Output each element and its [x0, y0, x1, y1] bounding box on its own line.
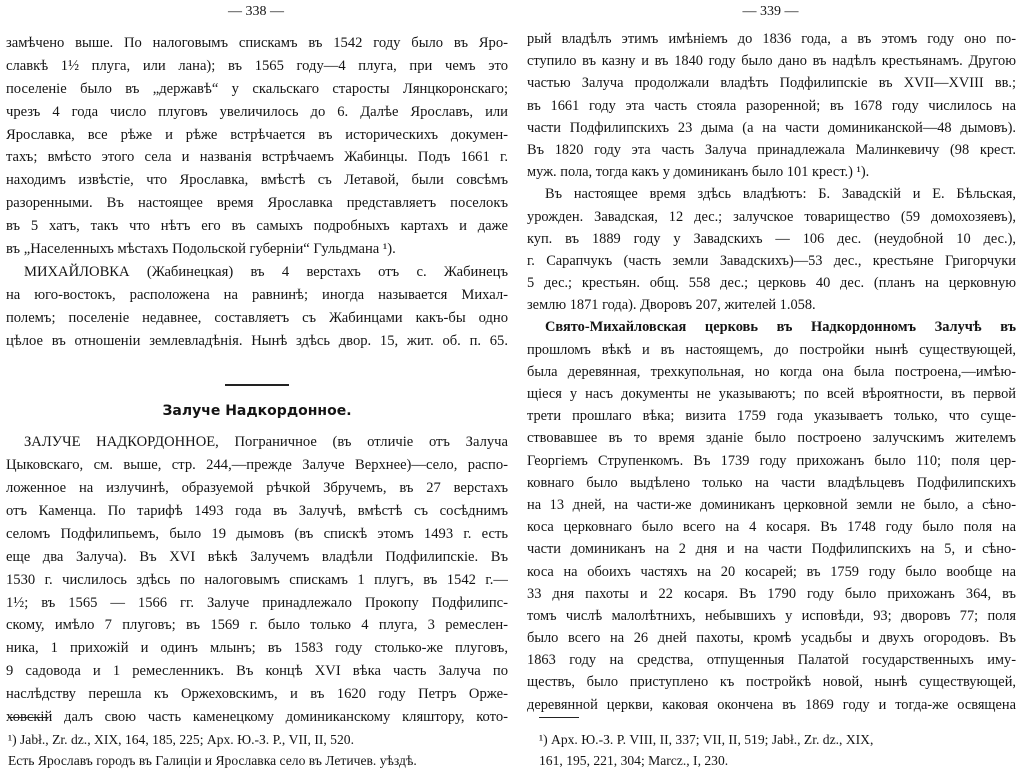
text-line: на юго-востокъ, расположена на равнинѣ; иногда называется Михал-: [6, 286, 508, 303]
text-line: ковнаго было выдѣлено только на части владѣльцевъ Подфилипскихъ: [527, 474, 1016, 491]
text-line: Георгіемъ Струпенкомъ. Въ 1739 году прихожанъ было 110; поля цер-: [527, 452, 1016, 469]
text-line: было всего на 26 дней пахоты, кромѣ усадьбы и двухъ огородовъ. Въ: [527, 630, 1016, 647]
text-line: рый владѣлъ этимъ имѣніемъ до 1836 года, а въ этомъ году оно по-: [527, 31, 1016, 47]
text-line: урожден. Завадская, 12 дес.; залучское товарищество (59 домохозяевъ),: [527, 208, 1016, 225]
text-line: деревянной церкви, каковая окончена въ 1869 году и тогда-же освящена: [527, 696, 1016, 713]
text-line: Свято-Михайловская церковь въ Надкордонномъ Залучѣ въ: [545, 319, 1016, 336]
text-line: муж. пола, тогда какъ у доминиканъ было 101 крест.) ¹).: [527, 164, 870, 181]
text-line: ложенное на излучинѣ, образуемой рѣчкой Збручемъ, въ 27 верстахъ: [6, 480, 508, 497]
text-line: Ярославка, все рѣже и рѣже встрѣчается въ историческихъ докумен-: [6, 126, 508, 143]
text-line: наслѣдству перешла къ Оржеховскимъ, и въ 1620 году Петръ Орже-: [6, 686, 508, 703]
text-line: полемъ; поселеніе недавнее, составляетъ съ Жабинцами какъ-бы одно: [6, 309, 508, 326]
text-line: въ 1661 году эта часть стояла разоренной; въ 1678 году числилось на: [527, 97, 1016, 114]
text-line: тахъ; вмѣсто этого села и названія встрѣчаемъ Жабинцы. Подъ 1661 г.: [6, 149, 508, 166]
text-line: прошломъ вѣкѣ и въ настоящемъ, до постройки нынѣ существующей,: [527, 341, 1016, 358]
text-line: еще два Залуча). Въ XVI вѣкѣ Залучемъ владѣли Подфилипскіе. Въ: [6, 548, 508, 565]
text-line: цѣлое въ отношеніи землевладѣнія. Нынѣ здѣсь двор. 15, жит. об. п. 65.: [6, 332, 508, 349]
footnote: ¹) Jabł., Zr. dz., XIX, 164, 185, 225; Арх. Ю.-З. Р., VII, II, 520.: [8, 732, 354, 747]
text-line: куп. въ 1889 году у Завадскихъ — 106 дес. (неудобной 10 дес.),: [527, 230, 1016, 247]
text-line: разоренными. Въ настоящее время Ярославка представляетъ поселокъ: [6, 195, 508, 212]
text-line: щіеся у насъ документы не указываютъ; по всей вѣроятности, въ первой: [527, 386, 1016, 402]
text-line: ществъ, было приступлено къ постройкѣ новой, нынѣ существующей,: [527, 674, 1016, 691]
page-body: [527, 28, 1016, 716]
text-line: части Подфилипскихъ 23 дыма (а на части доминиканской—48 дымовъ).: [527, 119, 1016, 136]
text-line: 1530 г. числилось здѣсь по налоговымъ спискамъ 1 плугъ, въ 1542 г.—: [6, 571, 508, 588]
text-line: МИХАЙЛОВКА (Жабинецкая) въ 4 верстахъ отъ с. Жабинецъ: [24, 263, 508, 280]
footnote-divider: [539, 717, 579, 718]
text-line: 9 садовода и 1 ремесленникъ. Въ концѣ XVI вѣка часть Залуча по: [6, 663, 508, 680]
page-number: — 338 —: [228, 4, 284, 19]
text-line: Въ 1820 году эта часть Залуча принадлежала Малинкевичу (98 крест.: [527, 141, 1016, 158]
text-line: ступило въ казну и въ 1840 году было дано въ надѣлъ крестьянамъ. Другою: [527, 53, 1016, 70]
footnote: ¹) Арх. Ю.-З. Р. VIII, II, 337; VII, II, 519; Jabł., Zr. dz., XIX,: [539, 732, 874, 747]
text-line: отъ Каменца. По тарифѣ 1493 года въ Залучѣ, вмѣстѣ съ сосѣднимъ: [6, 503, 508, 520]
text-line: поселеніе было въ „державѣ“ у скальскаго старосты Лянцкоронскаго;: [6, 80, 508, 97]
text-line: въ 5 хатъ, такъ что нѣтъ его въ самыхъ подробныхъ картахъ и даже: [6, 218, 508, 235]
text-line: трети прошлаго вѣка; визита 1759 года указываетъ только, что суще-: [527, 408, 1016, 425]
text-line: части доминиканъ на 2 дня и на части Подфилипскихъ на 5, и сѣно-: [527, 541, 1016, 558]
text-line: Цыковскаго, см. выше, стр. 244,—прежде Залуче Верхнее)—село, распо-: [6, 457, 508, 474]
text-line: ховскій далъ свою часть каменецкому доминиканскому кляштору, кото-: [6, 709, 508, 726]
text-line: 1½; въ 1565 — 1566 гг. Залуче принадлежало Прокопу Подфилипс-: [6, 594, 508, 611]
text-line: землю 1871 года). Дворовъ 207, жителей 1.058.: [527, 297, 816, 314]
text-line: чрезъ 4 года число плуговъ увеличилось до 6. Далѣе Ярославъ, или: [6, 103, 508, 120]
text-line: славкѣ 1½ плуга, или лана); въ 1565 году—4 плуга, при чемъ это: [6, 57, 508, 74]
text-line: селомъ Подфилипьемъ, было 19 дымовъ (въ спискѣ этомъ 1493 г. есть: [6, 525, 508, 542]
text-line: въ „Населенныхъ мѣстахъ Подольской губерніи“ Гульдмана ¹).: [6, 241, 396, 258]
text-line: томъ числѣ малолѣтнихъ, небывшихъ у исповѣди, 93; дворовъ 77; поля: [527, 607, 1016, 624]
text-line: 1863 году на средства, отпущенныя Палатой государственныхъ иму-: [527, 652, 1016, 669]
text-line: на 13 дней, на части-же доминиканъ церковной земли не было, а сѣно-: [527, 496, 1016, 513]
text-line: замѣчено выше. По налоговымъ спискамъ въ 1542 году было въ Яро-: [6, 35, 508, 51]
text-line: ЗАЛУЧЕ НАДКОРДОННОЕ, Пограничное (въ отличіе отъ Залуча: [24, 434, 508, 451]
footnote-divider: [8, 717, 48, 718]
page-body: [6, 32, 508, 729]
footnote: 161, 195, 221, 304; Marcz., I, 230.: [539, 753, 729, 768]
text-line: коса церковнаго было всего на 4 косаря. Въ 1748 году было поля на: [527, 519, 1016, 536]
text-line: 5 дес.; крестьян. общ. 558 дес.; церковь 40 дес. (планъ на церковную: [527, 275, 1016, 292]
text-line: коса на обоихъ частяхъ на 20 косарей; въ 1759 году было вообще на: [527, 563, 1016, 580]
page-number: — 339 —: [742, 4, 799, 19]
section-title: Залуче Надкордонное.: [162, 403, 352, 420]
text-line: г. Сарапчукъ (часть земли Завадскихъ)—53 дес., крестьяне Григорчуки: [527, 252, 1016, 269]
text-line: ствовавшее въ то время зданіе было построено залучскимъ жителемъ: [527, 430, 1016, 447]
footnote: Есть Ярославъ городъ въ Галиціи и Ярославка село въ Летичев. уѣздѣ.: [8, 753, 417, 768]
text-line: Въ настоящее время здѣсь владѣютъ: Б. Завадскій и Е. Бѣльская,: [545, 186, 1016, 203]
text-line: частью Залуча продолжали владѣть Подфилипскіе въ XVII—XVIII вв.;: [527, 75, 1016, 92]
text-line: находимъ извѣстіе, что Ярославка, вмѣстѣ съ Летавой, были совсѣмъ: [6, 172, 508, 189]
text-line: 33 дня пахоты и 22 косаря. Въ 1790 году было прихожанъ 364, въ: [527, 585, 1016, 602]
text-line: ника, 1 прихожій и одинъ млынъ; въ 1583 году столько-же плуговъ,: [6, 640, 508, 657]
text-line: скому, имѣло 7 плуговъ; въ 1569 г. было только 4 плуга, 3 ремеслен-: [6, 617, 508, 634]
right-page: [517, 0, 1024, 774]
text-line: была деревянная, трехкупольная, но когда она была построена,—имѣю-: [527, 363, 1016, 380]
